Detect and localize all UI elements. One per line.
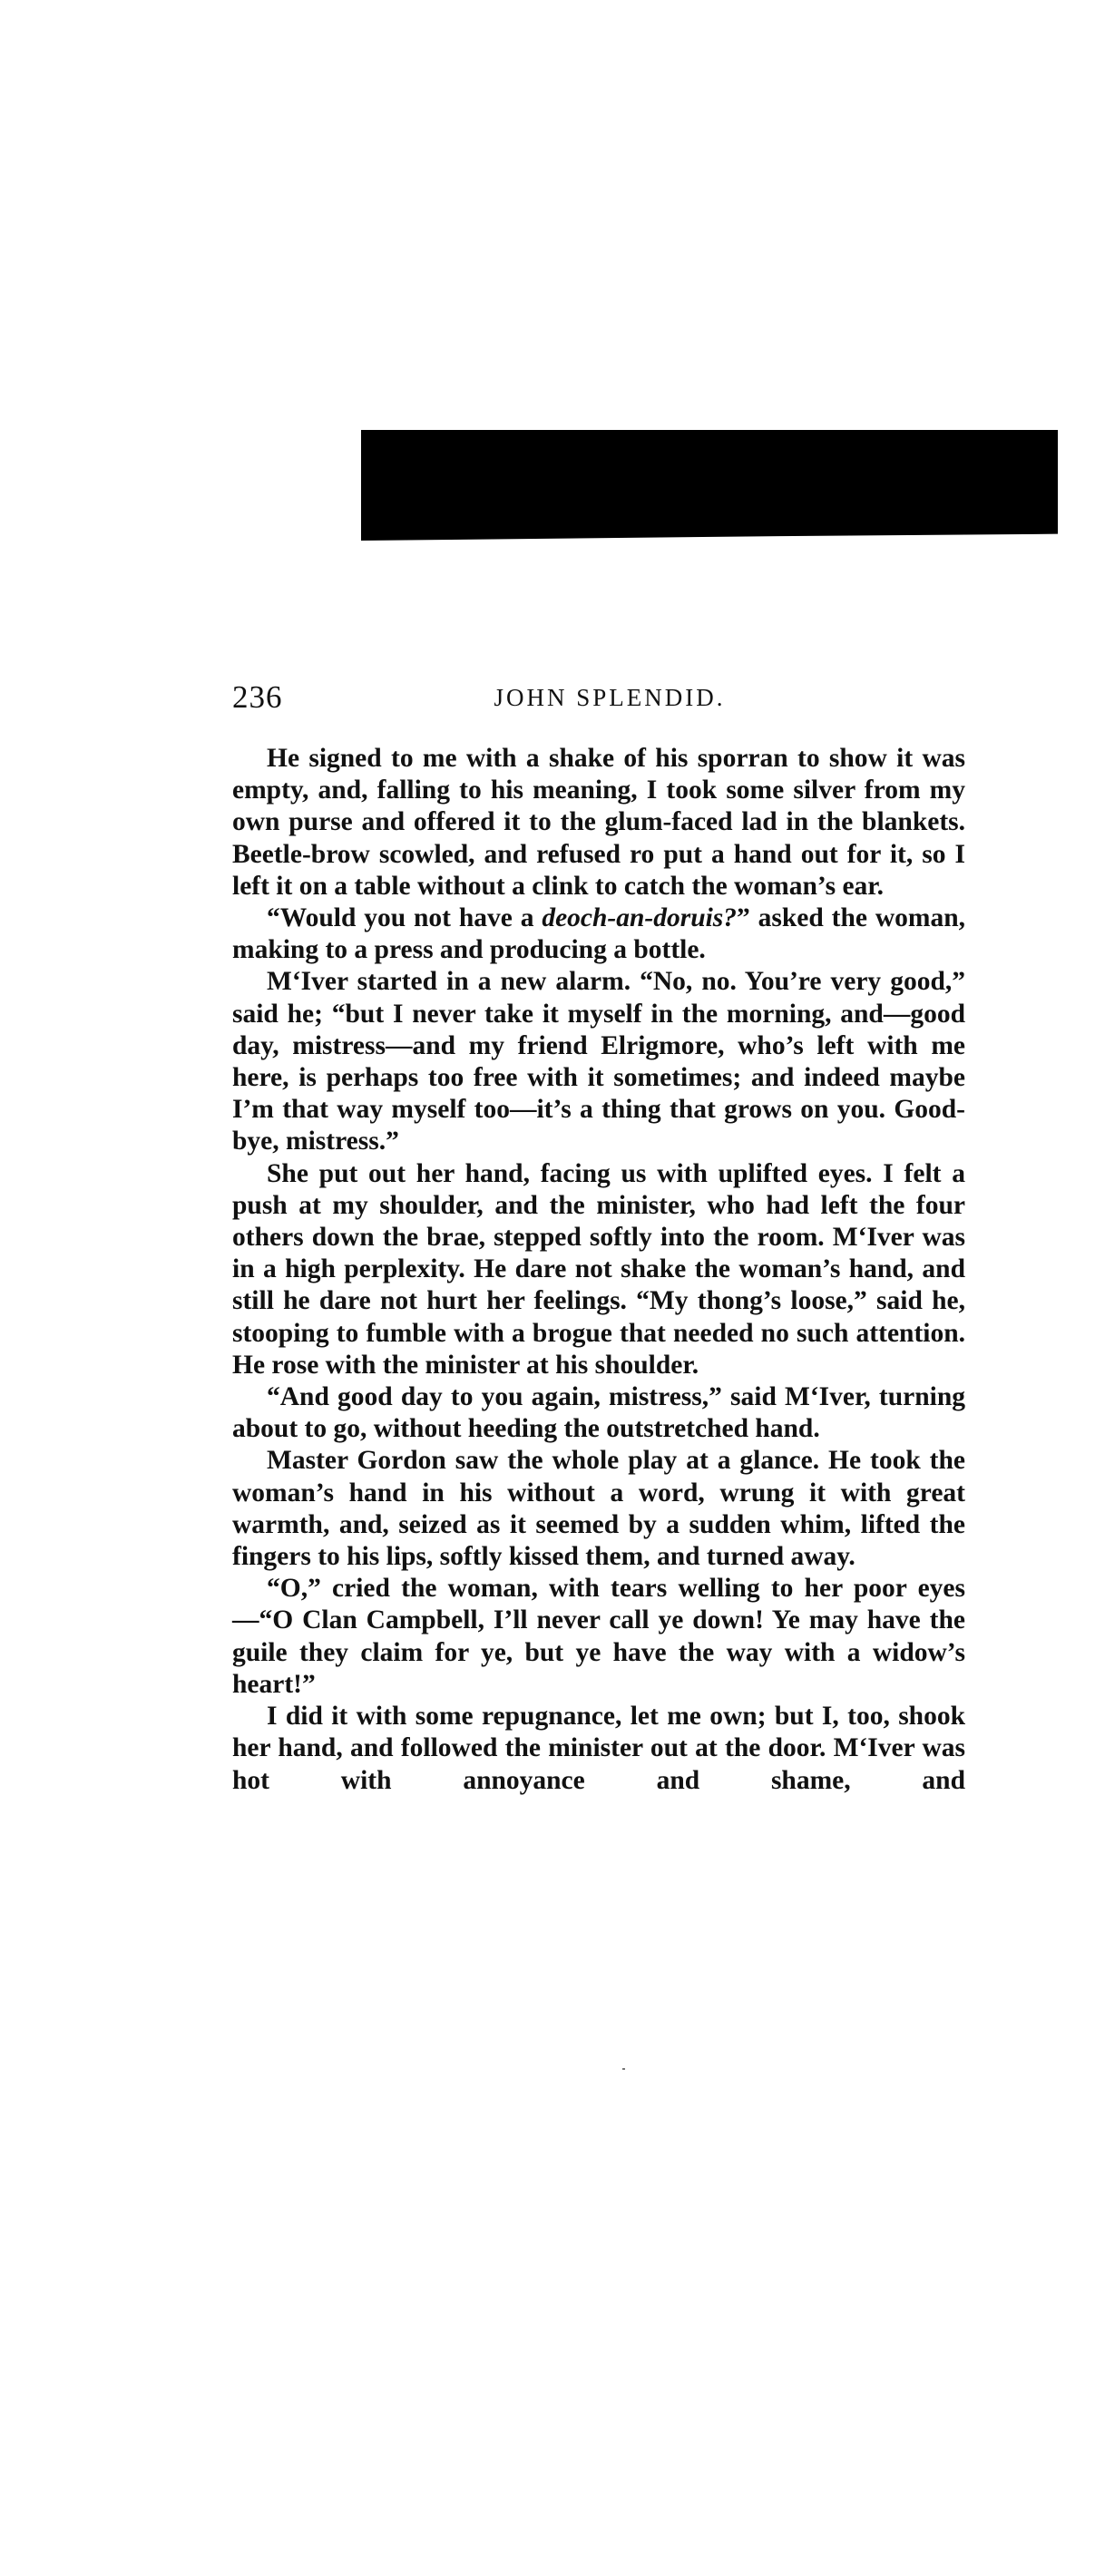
- running-head: [232, 675, 965, 720]
- redaction-bar: [361, 430, 1058, 541]
- italic-phrase: deoch-an-doruis?: [542, 903, 738, 933]
- paragraph: He signed to me with a shake of his sporran to show it was empty, and, falling to his meaning, I took some silver from my own purse and offered it to the glum-faced lad in the blankets. Beetle-brow scowled, and refused ro put a hand out for it, so I left it on a table without a clink to catch the woman’s ear.: [232, 744, 965, 901]
- paragraph: “O,” cried the woman, with tears welling to her poor eyes—“O Clan Campbell, I’ll never call ye down! Ye may have the guile they claim for ye, but ye have the way with a widow’s heart!”: [232, 1574, 965, 1699]
- running-title: JOHN SPLENDID.: [494, 684, 726, 711]
- scan-speck: [622, 2068, 625, 2070]
- paragraph: M‘Iver started in a new alarm. “No, no. You’re very good,” said he; “but I never take it myself in the morning, and—good day, mistress—and my friend Elrigmore, who’s left with me here, is perhaps too free with it sometimes; and indeed maybe I’m that way myself too—it’s a thing that grows on you. Good-bye, mistress.”: [232, 967, 965, 1156]
- paragraph: “And good day to you again, mistress,” said M‘Iver, turning about to go, without heeding the outstretched hand.: [232, 1382, 965, 1444]
- paragraph: I did it with some repugnance, let me own; but I, too, shook her hand, and followed the minister out at the door. M‘Iver was hot with annoyance and shame, and: [232, 1702, 965, 1795]
- paragraph: She put out her hand, facing us with uplifted eyes. I felt a push at my shoulder, and the minister, who had left the four others down the brae, stepped softly into the room. M‘Iver was in a high perplexity. He dare not shake the woman’s hand, and still he dare not hurt her feelings. “My thong’s loose,” said he, stooping to fumble with a brogue that needed no such attention. He rose with the minister at his shoulder.: [232, 1158, 965, 1380]
- paragraph: Master Gordon saw the whole play at a glance. He took the woman’s hand in his without a word, wrung it with great warmth, and, seized as it seemed by a sudden whim, lifted the fingers to his lips, softly kissed them, and turned away.: [232, 1446, 965, 1572]
- paragraph: “Would you not have a deoch-an-doruis?” asked the woman, making to a press and producing a bottle.: [232, 903, 965, 965]
- body-text: [232, 743, 965, 1797]
- page-number: 236: [232, 679, 283, 715]
